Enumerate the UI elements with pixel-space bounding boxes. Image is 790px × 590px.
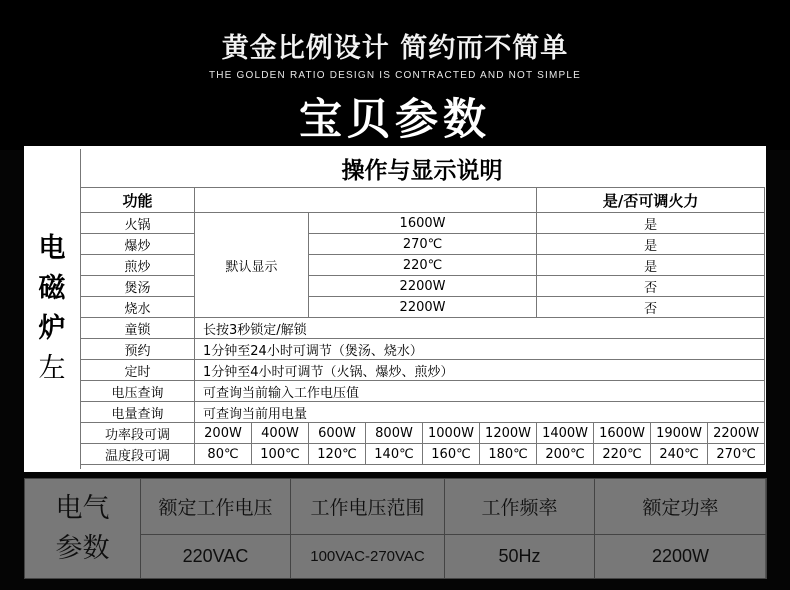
temp-levels-label: 温度段可调	[81, 444, 195, 465]
side-char: 炉	[38, 313, 66, 344]
electrical-header: 工作电压范围	[291, 479, 445, 535]
mode-adjustable: 是	[537, 213, 765, 234]
mode-value: 2200W	[309, 297, 537, 318]
side-char: 磁	[38, 273, 66, 304]
electrical-table	[24, 478, 767, 579]
power-level: 1200W	[480, 423, 537, 444]
temp-level: 220℃	[594, 444, 651, 465]
mode-adjustable: 否	[537, 297, 765, 318]
temp-level: 80℃	[195, 444, 252, 465]
info-desc: 可查询当前用电量	[195, 402, 765, 423]
mode-adjustable: 是	[537, 234, 765, 255]
info-name: 电量查询	[81, 402, 195, 423]
electrical-header: 额定功率	[595, 479, 767, 535]
header-blank	[195, 188, 537, 213]
temp-level: 140℃	[366, 444, 423, 465]
mode-name: 烧水	[81, 297, 195, 318]
table-row	[81, 381, 765, 402]
mode-name: 煲汤	[81, 276, 195, 297]
power-level: 200W	[195, 423, 252, 444]
table-row	[81, 213, 765, 234]
product-side-label	[24, 149, 81, 469]
electrical-header: 工作频率	[445, 479, 595, 535]
mode-name: 火锅	[81, 213, 195, 234]
info-desc: 1分钟至4小时可调节（火锅、爆炒、煎炒）	[195, 360, 765, 381]
electrical-label	[25, 479, 141, 579]
table-row	[81, 276, 765, 297]
table-row	[81, 360, 765, 381]
info-name: 电压查询	[81, 381, 195, 402]
power-level: 800W	[366, 423, 423, 444]
mode-value: 2200W	[309, 276, 537, 297]
electrical-header: 额定工作电压	[141, 479, 291, 535]
power-level: 400W	[252, 423, 309, 444]
electrical-value: 220VAC	[141, 534, 291, 578]
table-row	[81, 318, 765, 339]
power-level: 1000W	[423, 423, 480, 444]
temp-level: 270℃	[708, 444, 765, 465]
headline: 黄金比例设计 简约而不简单	[221, 33, 569, 64]
side-char: 电	[38, 233, 66, 264]
subline: THE GOLDEN RATIO DESIGN IS CONTRACTED AND NOT SIMPLE	[208, 70, 582, 81]
mode-adjustable: 是	[537, 255, 765, 276]
table-header-row	[81, 188, 765, 213]
power-adjustable-header: 是/否可调火力	[537, 188, 765, 213]
function-header: 功能	[81, 188, 195, 213]
temp-level: 100℃	[252, 444, 309, 465]
temp-level: 120℃	[309, 444, 366, 465]
mode-adjustable: 否	[537, 276, 765, 297]
table-row	[81, 234, 765, 255]
power-levels-label: 功率段可调	[81, 423, 195, 444]
electrical-label-line: 电气	[55, 492, 110, 524]
operation-table	[80, 187, 765, 465]
power-level: 1900W	[651, 423, 708, 444]
electrical-header-row	[25, 479, 767, 535]
electrical-value: 50Hz	[445, 534, 595, 578]
info-name: 童锁	[81, 318, 195, 339]
mode-name: 爆炒	[81, 234, 195, 255]
electrical-value: 100VAC-270VAC	[291, 534, 445, 578]
electrical-label-line: 参数	[55, 532, 110, 564]
power-level: 1400W	[537, 423, 594, 444]
table-row	[81, 339, 765, 360]
info-name: 定时	[81, 360, 195, 381]
info-desc: 1分钟至24小时可调节（煲汤、烧水）	[195, 339, 765, 360]
power-level: 600W	[309, 423, 366, 444]
mode-value: 270℃	[309, 234, 537, 255]
power-levels-row	[81, 423, 765, 444]
power-level: 1600W	[594, 423, 651, 444]
temp-level: 200℃	[537, 444, 594, 465]
table-title: 操作与显示说明	[80, 149, 764, 188]
mode-value: 1600W	[309, 213, 537, 234]
power-level: 2200W	[708, 423, 765, 444]
electrical-value: 2200W	[595, 534, 767, 578]
side-char: 左	[38, 353, 66, 384]
info-name: 预约	[81, 339, 195, 360]
page-title: 宝贝参数	[299, 95, 491, 145]
table-row	[81, 297, 765, 318]
table-row	[81, 255, 765, 276]
info-desc: 可查询当前输入工作电压值	[195, 381, 765, 402]
default-display-cell: 默认显示	[195, 213, 309, 318]
temp-levels-row	[81, 444, 765, 465]
mode-name: 煎炒	[81, 255, 195, 276]
temp-level: 240℃	[651, 444, 708, 465]
temp-level: 160℃	[423, 444, 480, 465]
mode-value: 220℃	[309, 255, 537, 276]
temp-level: 180℃	[480, 444, 537, 465]
info-desc: 长按3秒锁定/解锁	[195, 318, 765, 339]
table-row	[81, 402, 765, 423]
